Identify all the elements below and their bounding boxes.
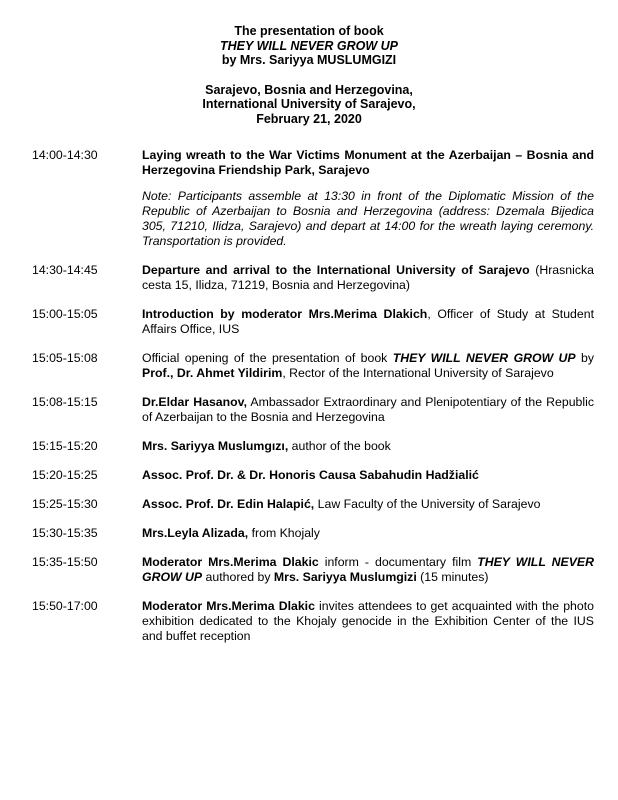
agenda-item	[32, 395, 594, 425]
agenda-text: , Rector of the International University of Sarajevo	[282, 366, 554, 380]
agenda-text: author of the book	[288, 439, 391, 453]
header-title: The presentation of book	[234, 24, 384, 38]
agenda-bold: Assoc. Prof. Dr. Edin Halapić,	[142, 497, 315, 511]
agenda-text: from Khojaly	[248, 526, 320, 540]
header-book-title: THEY WILL NEVER GROW UP	[219, 38, 399, 53]
agenda-text: Official opening of the presentation of book	[142, 351, 393, 365]
agenda-item	[32, 555, 594, 585]
agenda-content	[142, 468, 594, 483]
agenda-item	[32, 351, 594, 381]
agenda-time: 15:35-15:50	[32, 555, 98, 569]
agenda-bold: Departure and arrival to the International University of Sarajevo	[142, 263, 530, 277]
header-location: Sarajevo, Bosnia and Herzegovina,	[205, 82, 413, 97]
agenda-item	[32, 526, 594, 541]
agenda-content	[142, 599, 594, 644]
agenda-content	[142, 526, 594, 541]
agenda-bold: Dr.Eldar Hasanov,	[142, 395, 247, 409]
agenda-text: Ambassador Extraordinary and Plenipotentiary of the Republic of Azerbaijan to the Bosnia and Herzegovina	[142, 395, 594, 424]
agenda-time: 15:15-15:20	[32, 439, 98, 453]
agenda-item	[32, 439, 594, 454]
agenda-bold: Laying wreath to the War Victims Monument at the Azerbaijan – Bosnia and Herzegovina Friendship Park, Sarajevo	[142, 148, 594, 177]
agenda-text: (Hrasnicka cesta 15, Ilidza, 71219, Bosnia and Herzegovina)	[142, 263, 594, 292]
agenda-item	[32, 497, 594, 512]
agenda-time: 14:00-14:30	[32, 148, 98, 162]
agenda-time: 15:20-15:25	[32, 468, 98, 482]
agenda-note: Note: Participants assemble at 13:30 in front of the Diplomatic Mission of the Republic of Azerbaijan to Bosnia and Herzegovina (address: Dzemala Bijedica 305, 71210, Ilidza, Sarajevo) and depart at 14:00 for the wreath laying ceremony. Transportation is provided.	[142, 189, 594, 248]
agenda-bold: Mrs. Sariyya Muslumgızı,	[142, 439, 289, 453]
agenda-item	[32, 263, 594, 293]
header-venue: International University of Sarajevo,	[202, 97, 416, 111]
agenda-time: 15:30-15:35	[32, 526, 98, 540]
agenda-list	[32, 148, 594, 658]
agenda-content	[142, 263, 594, 293]
agenda-item	[32, 148, 594, 249]
agenda-bold: Moderator Mrs.Merima Dlakic	[142, 599, 315, 613]
agenda-text: Law Faculty of the University of Sarajevo	[314, 497, 541, 511]
agenda-bold: Prof., Dr. Ahmet Yildirim	[142, 366, 283, 380]
agenda-time: 14:30-14:45	[32, 263, 98, 277]
agenda-time: 15:50-17:00	[32, 599, 98, 613]
agenda-bold: Mrs.Leyla Alizada,	[142, 526, 249, 540]
agenda-text: , Officer of Study at Student Affairs Office, IUS	[142, 307, 594, 336]
agenda-bold: Assoc. Prof. Dr. & Dr. Honoris Causa Sabahudin Hadžialić	[142, 468, 479, 482]
agenda-content	[142, 351, 594, 381]
agenda-text: inform - documentary film	[318, 555, 478, 569]
agenda-text: authored by	[202, 570, 274, 584]
agenda-bold: Introduction by moderator Mrs.Merima Dlakich	[142, 307, 428, 321]
agenda-content	[142, 395, 594, 425]
agenda-content	[142, 148, 594, 249]
agenda-content	[142, 497, 594, 512]
agenda-time: 15:25-15:30	[32, 497, 98, 511]
agenda-text: (15 minutes)	[416, 570, 489, 584]
agenda-time: 15:05-15:08	[32, 351, 98, 365]
header-author: by Mrs. Sariyya MUSLUMGIZI	[221, 53, 397, 67]
agenda-item	[32, 307, 594, 337]
agenda-item	[32, 468, 594, 483]
agenda-book-title: THEY WILL NEVER GROW UP	[392, 351, 576, 365]
agenda-text: invites attendees to get acquainted with the photo exhibition dedicated to the Khojaly genocide in the Exhibition Center of the IUS and buffet reception	[142, 599, 594, 643]
agenda-bold: Mrs. Sariyya Muslumgizi	[273, 570, 417, 584]
agenda-content	[142, 439, 594, 454]
agenda-time: 15:00-15:05	[32, 307, 98, 321]
agenda-item	[32, 599, 594, 644]
agenda-content	[142, 555, 594, 585]
agenda-bold: Moderator Mrs.Merima Dlakic	[142, 555, 319, 569]
agenda-time: 15:08-15:15	[32, 395, 98, 409]
header-date: February 21, 2020	[256, 111, 362, 126]
agenda-text: by	[575, 351, 594, 365]
agenda-book-title: THEY WILL NEVER GROW UP	[142, 555, 594, 584]
agenda-content	[142, 307, 594, 337]
document-header	[0, 24, 618, 126]
